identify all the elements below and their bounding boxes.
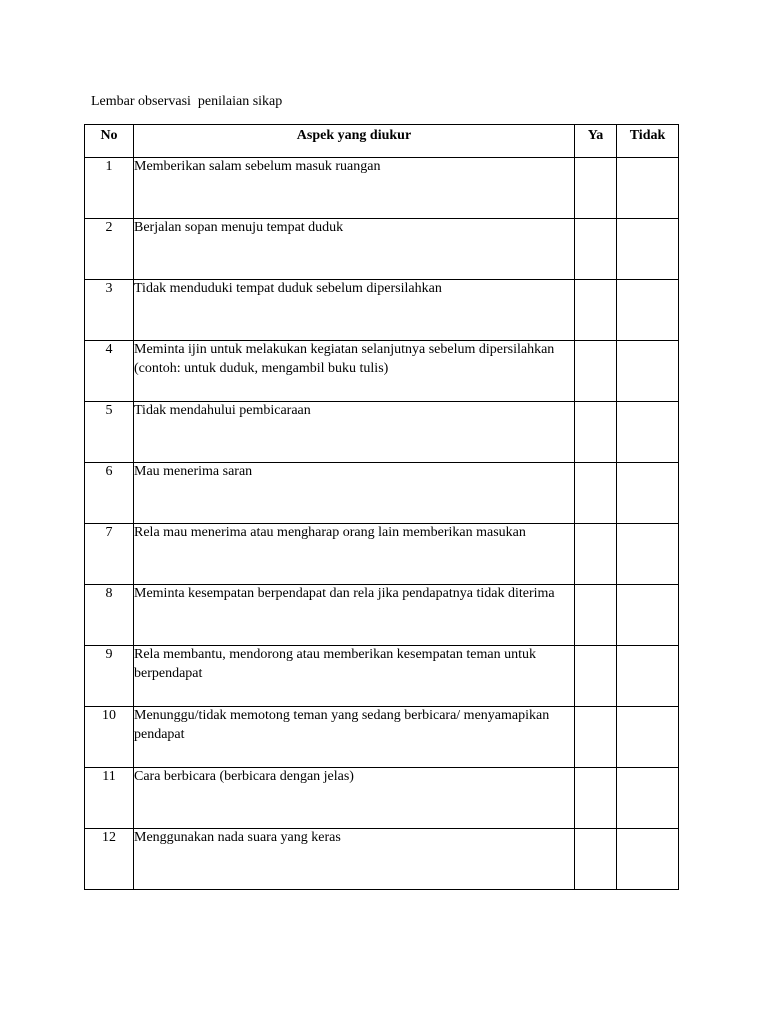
row-number: 2 — [85, 219, 134, 280]
row-aspect: Meminta kesempatan berpendapat dan rela jika pendapatnya tidak diterima — [134, 585, 575, 646]
header-no: No — [85, 125, 134, 158]
row-number: 10 — [85, 707, 134, 768]
table-row — [85, 280, 679, 341]
table-row — [85, 585, 679, 646]
row-aspect: Memberikan salam sebelum masuk ruangan — [134, 158, 575, 219]
row-number: 7 — [85, 524, 134, 585]
row-number: 4 — [85, 341, 134, 402]
ya-cell[interactable] — [575, 829, 617, 890]
table-row — [85, 646, 679, 707]
ya-cell[interactable] — [575, 585, 617, 646]
row-aspect: Tidak menduduki tempat duduk sebelum dipersilahkan — [134, 280, 575, 341]
tidak-cell[interactable] — [617, 768, 679, 829]
row-number: 8 — [85, 585, 134, 646]
ya-cell[interactable] — [575, 280, 617, 341]
ya-cell[interactable] — [575, 463, 617, 524]
tidak-cell[interactable] — [617, 280, 679, 341]
tidak-cell[interactable] — [617, 585, 679, 646]
row-aspect: Menggunakan nada suara yang keras — [134, 829, 575, 890]
ya-cell[interactable] — [575, 707, 617, 768]
tidak-cell[interactable] — [617, 219, 679, 280]
tidak-cell[interactable] — [617, 829, 679, 890]
ya-cell[interactable] — [575, 219, 617, 280]
row-number: 3 — [85, 280, 134, 341]
table-row — [85, 219, 679, 280]
header-ya: Ya — [575, 125, 617, 158]
table-row — [85, 402, 679, 463]
document-title: Lembar observasi penilaian sikap — [91, 94, 283, 109]
ya-cell[interactable] — [575, 524, 617, 585]
tidak-cell[interactable] — [617, 463, 679, 524]
ya-cell[interactable] — [575, 341, 617, 402]
row-number: 1 — [85, 158, 134, 219]
table-row — [85, 707, 679, 768]
row-number: 6 — [85, 463, 134, 524]
tidak-cell[interactable] — [617, 646, 679, 707]
header-aspek: Aspek yang diukur — [134, 125, 575, 158]
ya-cell[interactable] — [575, 768, 617, 829]
ya-cell[interactable] — [575, 402, 617, 463]
table-row — [85, 463, 679, 524]
table-row — [85, 158, 679, 219]
row-aspect: Meminta ijin untuk melakukan kegiatan selanjutnya sebelum dipersilahkan (contoh: untuk duduk, mengambil buku tulis) — [134, 341, 575, 402]
row-aspect: Berjalan sopan menuju tempat duduk — [134, 219, 575, 280]
ya-cell[interactable] — [575, 158, 617, 219]
row-aspect: Mau menerima saran — [134, 463, 575, 524]
row-aspect: Rela mau menerima atau mengharap orang lain memberikan masukan — [134, 524, 575, 585]
table-header-row — [85, 125, 679, 158]
row-aspect: Tidak mendahului pembicaraan — [134, 402, 575, 463]
row-number: 11 — [85, 768, 134, 829]
tidak-cell[interactable] — [617, 524, 679, 585]
tidak-cell[interactable] — [617, 707, 679, 768]
tidak-cell[interactable] — [617, 402, 679, 463]
table-row — [85, 768, 679, 829]
row-number: 9 — [85, 646, 134, 707]
tidak-cell[interactable] — [617, 341, 679, 402]
row-number: 12 — [85, 829, 134, 890]
table-row — [85, 829, 679, 890]
table-row — [85, 341, 679, 402]
row-number: 5 — [85, 402, 134, 463]
header-tidak: Tidak — [617, 125, 679, 158]
ya-cell[interactable] — [575, 646, 617, 707]
row-aspect: Cara berbicara (berbicara dengan jelas) — [134, 768, 575, 829]
tidak-cell[interactable] — [617, 158, 679, 219]
row-aspect: Menunggu/tidak memotong teman yang sedang berbicara/ menyamapikan pendapat — [134, 707, 575, 768]
table-row — [85, 524, 679, 585]
observation-table — [84, 124, 679, 890]
row-aspect: Rela membantu, mendorong atau memberikan kesempatan teman untuk berpendapat — [134, 646, 575, 707]
